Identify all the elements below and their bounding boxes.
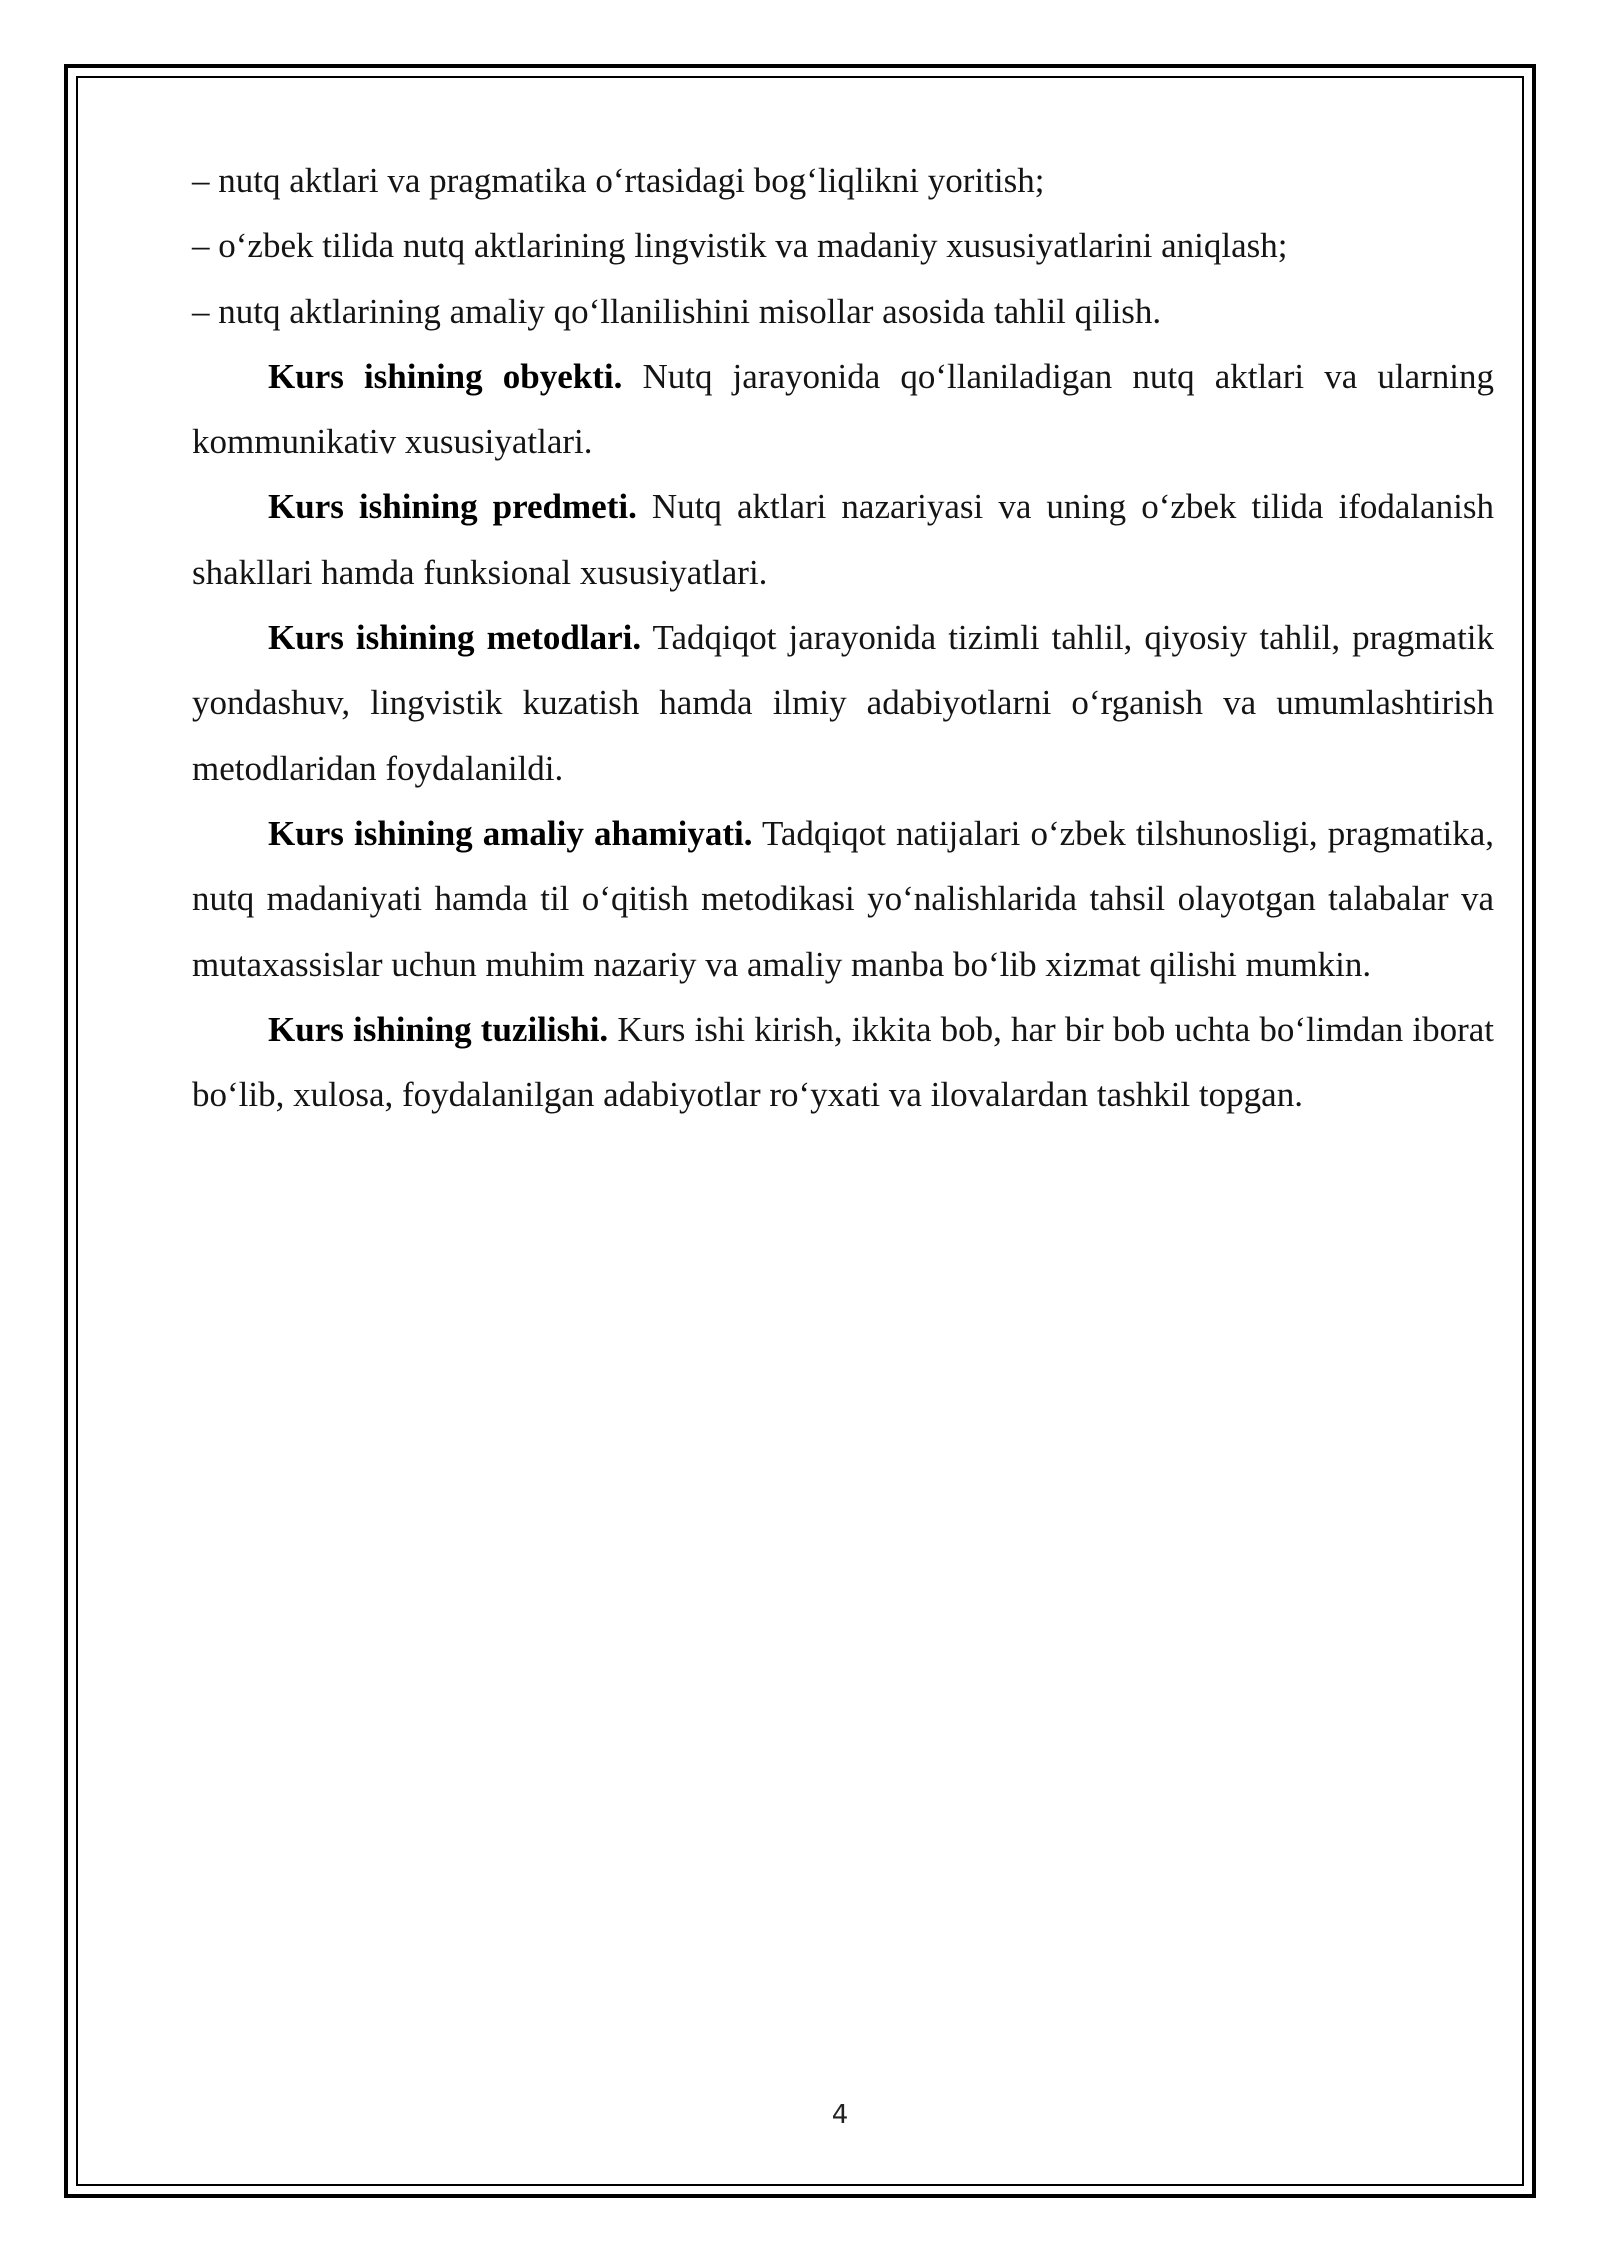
bullet-item: – nutq aktlari va pragmatika o‘rtasidagi bog‘liqlikni yoritish; [192,161,1045,200]
paragraph-heading: Kurs ishining predmeti. [268,487,637,527]
paragraph-heading: Kurs ishining metodlari. [268,618,642,658]
paragraph-text: Tadqiqot natijalari o‘zbek tilshunosligi, pragmatika, nutq madaniyati hamda til o‘qitish metodikasi yo‘nalishlarida tahsil olayotgan talabalar va mutaxassislar uchun muhim nazariy va amaliy manba bo‘lib xizmat qilishi mumkin. [192,813,1494,984]
paragraph-heading: Kurs ishining amaliy ahamiyati. [268,813,753,853]
paragraph-text: Nutq aktlari nazariyasi va uning o‘zbek tilida ifodalanish shakllari hamda funksional xususiyatlari. [192,487,1494,592]
paragraph-text: Tadqiqot jarayonida tizimli tahlil, qiyosiy tahlil, pragmatik yondashuv, lingvistik kuzatish hamda ilmiy adabiyotlarni o‘rganish va umumlashtirish metodlaridan foydalanildi. [192,618,1495,788]
paragraph-object [192,344,1494,475]
paragraph-text: Nutq jarayonida qo‘llaniladigan nutq aktlari va ularning kommunikativ xususiyatlari. [192,356,1494,462]
paragraph-subject [192,474,1494,605]
bullet-item: – nutq aktlarining amaliy qo‘llanilishini misollar asosida tahlil qilish. [192,291,1162,331]
paragraph-practical-significance [192,801,1494,997]
document-body [192,148,1494,1127]
page-number: 4 [831,2100,849,2130]
bullet-item: – o‘zbek tilida nutq aktlarining lingvistik va madaniy xususiyatlarini aniqlash; [192,226,1288,266]
paragraph-text: Kurs ishi kirish, ikkita bob, har bir bob uchta bo‘limdan iborat bo‘lib, xulosa, foydalanilgan adabiyotlar ro‘yxati va ilovalardan tashkil topgan. [192,1009,1495,1115]
paragraph-heading: Kurs ishining tuzilishi. [268,1009,609,1049]
paragraph-heading: Kurs ishining obyekti. [268,356,623,396]
paragraph-methods [192,605,1494,801]
paragraph-structure [192,997,1494,1128]
